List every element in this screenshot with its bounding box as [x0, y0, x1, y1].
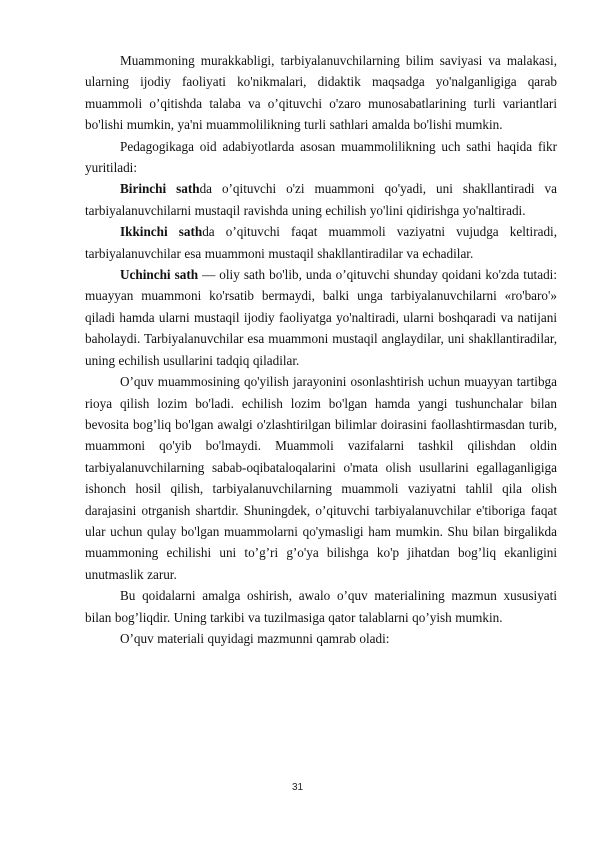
paragraph-8 — [85, 628, 557, 649]
paragraph-6-text: O’quv muammosining qo'yilish jarayonini osonlashtirish uchun muayyan tartibga rioya qilish lozim bo'ladi. echilish lozim bo'lgan hamda yangi tushunchalar bilan bevosita bog’liq bo'lgan awalgi o'zlashtirilgan bilimlar doirasini faollashtirmasdan turib, muammoni qo'yib bo'lmaydi. Muammoli vazifalarni tashkil qilishdan oldin tarbiyalanuvchilarning sabab-oqibataloqalarini o'mata olish usullarini egallaganligiga ishonch hosil qilish, tarbiyalanuvchilarning muammoli vaziyatni tahlil qila olish darajasini otrganish shartdir. Shuningdek, o’qituvchi tarbiyalanuvchilar e'tiboriga faqat ular uchun qulay bo'lgan muammolarni qo'ymasligi ham mumkin. Shu bilan birgalikda muammoning echilishi uni to’g’ri g’o'ya bilishga ko'p jihatdan bog’liq ekanligini unutmaslik zarur. — [85, 374, 557, 582]
paragraph-4-term: Ikkinchi sath — [120, 224, 203, 240]
paragraph-7 — [85, 585, 557, 628]
paragraph-5-term: Uchinchi sath — [120, 267, 199, 283]
paragraph-7-text: Bu qoidalarni amalga oshirish, awalo o’quv materialining mazmun xususiyati bilan bog’liqdir. Uning tarkibi va tuzilmasiga qator talablarni qo’yish mumkin. — [85, 588, 557, 625]
paragraph-2 — [85, 136, 557, 179]
paragraph-5-text: — oliy sath bo'lib, unda o’qituvchi shunday qoidani ko'zda tutadi: muayyan muammoni ko'rsatib bermaydi, balki unga tarbiyalanuvchilarni «ro'baro'» qiladi hamda ularni mustaqil ijodiy faoliyatga yo'naltiradi, ularni boshqaradi va natijani baholaydi. Tarbiyalanuvchilar esa muammoni mustaqil anglaydilar, uni shakllantiradilar, uning echilish usullarini tadqiq qiladilar. — [85, 267, 557, 368]
document-body — [85, 50, 557, 649]
page-number: 31 — [291, 782, 304, 793]
paragraph-1 — [85, 50, 557, 136]
paragraph-1-text: Muammoning murakkabligi, tarbiyalanuvchilarning bilim saviyasi va malakasi, ularning ijodiy faoliyati ko'nikmalari, didaktik maqsadga yo'nalganligiga qarab muammoli o’qitishda talaba va o’qituvchi o'zaro munosabatlarining turli variantlari bo'lishi mumkin, ya'ni muammolilikning turli sathlari amalda bo'lishi mumkin. — [85, 53, 557, 133]
paragraph-3 — [85, 178, 557, 221]
paragraph-4 — [85, 221, 557, 264]
paragraph-6 — [85, 371, 557, 585]
paragraph-5 — [85, 264, 557, 371]
paragraph-3-text: da o’qituvchi o'zi muammoni qo'yadi, uni shakllantiradi va tarbiyalanuvchilarni mustaqil ravishda uning echilish yo'lini qidirishga yo'naltiradi. — [85, 181, 557, 218]
paragraph-4-text: da o’qituvchi faqat muammoli vaziyatni vujudga keltiradi, tarbiyalanuvchilar esa muammoni mustaqil shakllantiradilar va echadilar. — [85, 224, 557, 261]
paragraph-3-term: Birinchi sath — [120, 181, 200, 197]
paragraph-8-text: O’quv materiali quyidagi mazmunni qamrab oladi: — [120, 630, 390, 646]
paragraph-2-text: Pedagogikaga oid adabiyotlarda asosan muammolilikning uch sathi haqida fikr yuritiladi: — [85, 138, 557, 176]
